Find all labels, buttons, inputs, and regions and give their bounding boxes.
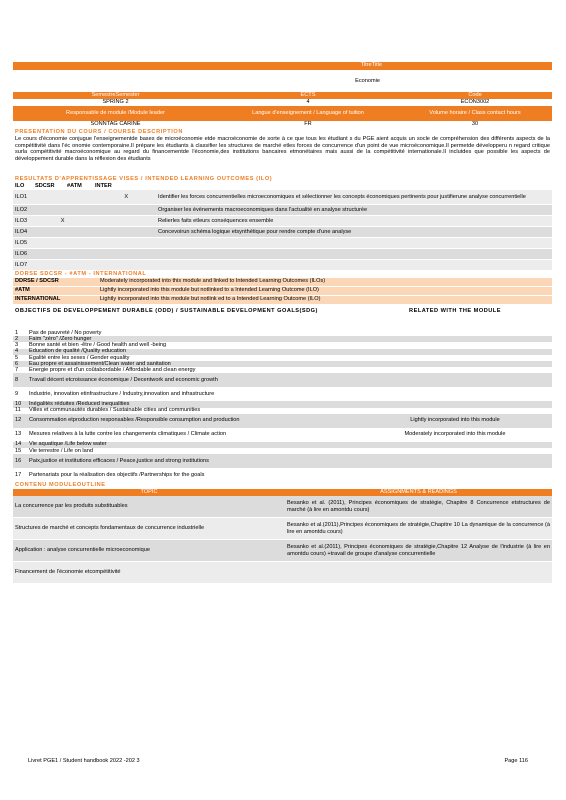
langue-value: FR xyxy=(304,121,312,127)
outline-reading: Besanko et al.(2011),Principes économiques de stratégie,Chapitre 10 La dynamique de la concurrence (à lire en amontdu cours) xyxy=(287,521,550,535)
sdg-text: Villes et communautés durables / Sustainable cities and communities xyxy=(29,407,201,414)
sdg-row xyxy=(13,387,552,401)
code-label: Code xyxy=(468,92,482,98)
dorse-text: Lightly incorporated into this module but notlink ed to a Intended Learning Outcome (ILO) xyxy=(100,296,321,302)
langue-label: Langue d'enseignement / Language of tuition xyxy=(252,110,364,117)
values-row-1 xyxy=(13,99,552,106)
sdg-header-row xyxy=(13,308,552,330)
header-row-1 xyxy=(13,92,552,99)
header-row-2 xyxy=(13,106,552,121)
sdg-number: 3 xyxy=(15,342,19,349)
outline-topic: Structures de marché et concepts fondamentaux de concurrence industrielle xyxy=(15,525,205,532)
sdg-number: 17 xyxy=(15,471,22,478)
outline-row xyxy=(13,540,552,562)
results-heading: RESULTATS D'APPRENTISSAGE VISES / INTENDED LEARNING OUTCOMES (ILO) xyxy=(15,176,273,182)
ilo-row xyxy=(13,216,552,227)
ilo-id: ILO3 xyxy=(15,217,28,224)
ilo-row xyxy=(13,205,552,216)
sdg-text: Bonne santé et bien -être / Good health and well -being xyxy=(29,342,167,349)
sdg-text: Partenariats pour la réalisation des objectifs /Partnerships for the goals xyxy=(29,471,205,478)
title-value: Economie xyxy=(355,77,380,84)
presentation-heading: PRESENTATION DU COURS / COURSE DESCRIPTION xyxy=(15,129,183,135)
sdg-row xyxy=(13,414,552,428)
sdg-number: 7 xyxy=(15,366,19,373)
ilo-text: Relierles faits etleurs conséquences ensemble xyxy=(158,217,274,224)
ilo-text: Organiser les évènements macroeconomiques dans l'actualité en analyse structurée xyxy=(158,206,368,213)
ilo-id: ILO2 xyxy=(15,206,28,213)
ilo-id: ILO1 xyxy=(15,193,28,200)
title-value-row xyxy=(13,70,552,92)
atm-col-label: #ATM xyxy=(67,183,82,189)
outline-reading: Besanko et al.(2011), Principes économiques de stratégie,Chapitre 12 Analyse de l'industrie (à lire en amontdu cours) +travail de groupe d'analyse concurrentielle xyxy=(287,543,550,557)
values-row-2 xyxy=(13,121,552,129)
ilo-row xyxy=(13,260,552,271)
ilo-row xyxy=(13,238,552,249)
sdg-text: Education de qualité /Quality education xyxy=(29,348,127,355)
ilo-text: Identifier les forces concurrentielles microeconomiques et sélectionner les concepts économiques pertinents pour justifierune analyse concurrentielle xyxy=(158,193,526,200)
sdg-number: 6 xyxy=(15,360,19,367)
sdg-text: Pas de pauvreté / No poverty xyxy=(29,329,102,336)
sdg-number: 11 xyxy=(15,407,21,414)
ilo-id: ILO5 xyxy=(15,239,28,246)
title-label-row xyxy=(13,62,552,70)
sdg-text: Eau propre et assainissement/Clean water and sanitation xyxy=(29,360,171,367)
responsable-value: SONNTAG CARINE xyxy=(90,121,141,127)
page-footer xyxy=(28,758,528,764)
outline-reading: Besanko et al. (2011), Principes économiques de stratégie, Chapitre 8 Concurrence etstructures de marché (à lire en amontdu cours) xyxy=(287,499,550,513)
sdg-heading: OBJECTIFS DE DEVELOPPEMENT DURABLE (ODD) / SUSTAINABLE DEVELOPMENT GOALS(SDG) xyxy=(15,308,318,314)
inter-col-label: INTER xyxy=(95,183,112,189)
sdg-text: Vie terrestre / Life on land xyxy=(29,447,93,454)
sdg-number: 15 xyxy=(15,447,22,454)
ilo-row xyxy=(13,190,552,205)
sdg-table xyxy=(13,330,552,482)
dorse-name: DDRSE / SDCSR xyxy=(15,278,59,284)
sdg-number: 10 xyxy=(15,401,22,408)
ilo-text: Concevoirun schéma logique etsynthétique pour rendre compte d'une analyse xyxy=(158,228,352,235)
ilo-sdcsr-mark: X xyxy=(60,217,65,224)
footer-page: Page 116 xyxy=(504,758,528,764)
ilo-id: ILO7 xyxy=(15,261,28,268)
sdg-number: 9 xyxy=(15,391,19,398)
volume-label: Volume horaire / Class contact hours xyxy=(429,110,521,117)
sdg-text: Industrie, innovation etinfrastructure / Industry,innovation and infrastructure xyxy=(29,391,215,398)
presentation-text: Le cours d'économie conjugue l'enseignementde bases de microéconomie etde macroéconomie de sorte à ce que tous les étudiant s du PGE aient acquis un socle de compréhension des différents aspects de la compétitivité dans l'éc onomie contemporaine.Il prépare les étudiants à classifier les structures de marché etles forces de concurrence d'un point de vue microéconomique.Il permetde développeru n regard critique surla compétitivité macroéconomique au regard du financementde l'économie,des institutions bancaires etmonétaires mais aussi de la compétitivité internationale.Il inclutdes que possible les aspects de développement durable dans la réflexion des étudiants xyxy=(15,136,550,162)
ects-value: 4 xyxy=(306,99,310,105)
ilo-table xyxy=(13,190,552,271)
outline-row xyxy=(13,496,552,518)
ilo-row xyxy=(13,249,552,260)
ilo-id: ILO6 xyxy=(15,250,28,257)
ilo-id: ILO4 xyxy=(15,228,28,235)
dorse-name: #ATM xyxy=(15,287,30,293)
dorse-text: Moderately incorporated into this module and linked to Intended Learning Outcomes (ILOs) xyxy=(100,278,326,284)
responsable-label: Responsable de module /Module leader xyxy=(66,110,165,117)
dorse-text: Lightly incorporated into this module but notlinked to a Intended Learning Outcome (ILO) xyxy=(100,287,319,293)
dorse-heading: DORSE SDCSR - #ATM - INTERNATIONAL xyxy=(15,271,147,277)
sdg-text: Consommation etproduction responsables /Responsible consumption and production xyxy=(29,417,240,424)
sdg-number: 5 xyxy=(15,354,19,361)
sdg-row xyxy=(13,468,552,482)
sdg-related: Lightly incorporated into this module xyxy=(410,417,500,424)
footer-left: Livret PGE1 / Student handbook 2022 -202 3 xyxy=(28,758,140,764)
ects-label: ECTS xyxy=(300,92,316,98)
dorse-table xyxy=(13,278,552,305)
title-label: TitreTitle xyxy=(360,62,382,68)
sdg-text: Inégalités réduites /Reduced inequalities xyxy=(29,401,130,408)
sdg-text: Mesures relatives à la lutte contre les changements climatiques / Climate action xyxy=(29,431,227,438)
outline-header-row xyxy=(13,489,552,496)
semester-value: SPRING 2 xyxy=(102,99,129,105)
sdg-row xyxy=(13,428,552,442)
sdg-related-label: RELATED WITH THE MODULE xyxy=(409,308,501,314)
dorse-row xyxy=(13,296,552,305)
handbook-page xyxy=(13,62,552,584)
sdg-text: Travail décent etcroissance économique / Decentwork and economic growth xyxy=(29,377,218,384)
dorse-name: INTERNATIONAL xyxy=(15,296,61,302)
sdg-number: 12 xyxy=(15,417,22,424)
sdg-text: Faim "zéro" /Zero hunger xyxy=(29,335,92,342)
volume-value: 30 xyxy=(471,121,479,127)
sdg-row xyxy=(13,454,552,468)
sdg-number: 4 xyxy=(15,348,19,355)
sdg-text: Egalité entre les sexes / Gender equality xyxy=(29,354,130,361)
topic-label: TOPIC xyxy=(140,489,158,496)
ilo-header-row xyxy=(13,183,552,190)
outline-heading: CONTENU MODULEOUTLINE xyxy=(15,482,106,489)
sdg-related: Moderately incorporated into this module xyxy=(404,431,506,438)
assign-label: ASSIGNMENTS & READINGS xyxy=(380,489,457,496)
outline-topic: Financement de l'économie etcompétitivité xyxy=(15,569,121,576)
sdg-number: 1 xyxy=(15,329,19,336)
sdg-number: 2 xyxy=(15,335,19,342)
code-value: ECON3002 xyxy=(460,99,490,105)
outline-row xyxy=(13,562,552,584)
dorse-row xyxy=(13,287,552,296)
sdg-text: Paix,justice et institutions efficaces / Peace,justice and strong institutions xyxy=(29,457,209,464)
sdg-text: Vie aquatique /Life below water xyxy=(29,441,107,448)
outline-topic: La concurrence par les produits substituables xyxy=(15,503,128,510)
ilo-col-label: ILO xyxy=(15,183,25,189)
semester-label: SemestreSemester xyxy=(91,92,140,98)
dorse-row xyxy=(13,278,552,287)
outline-row xyxy=(13,518,552,540)
outline-topic: Application : analyse concurrentielle microeconomique xyxy=(15,547,150,554)
outline-table xyxy=(13,496,552,584)
sdg-number: 8 xyxy=(15,377,19,384)
sdg-row xyxy=(13,373,552,387)
sdg-number: 16 xyxy=(15,457,22,464)
ilo-row xyxy=(13,227,552,238)
sdg-number: 14 xyxy=(15,441,22,448)
sdg-text: Energie propre et d'un coûtabordable / Affordable and clean energy xyxy=(29,366,196,373)
sdcsr-col-label: SDCSR xyxy=(35,183,55,189)
sdg-number: 13 xyxy=(15,431,22,438)
ilo-inter-mark: X xyxy=(124,193,129,200)
